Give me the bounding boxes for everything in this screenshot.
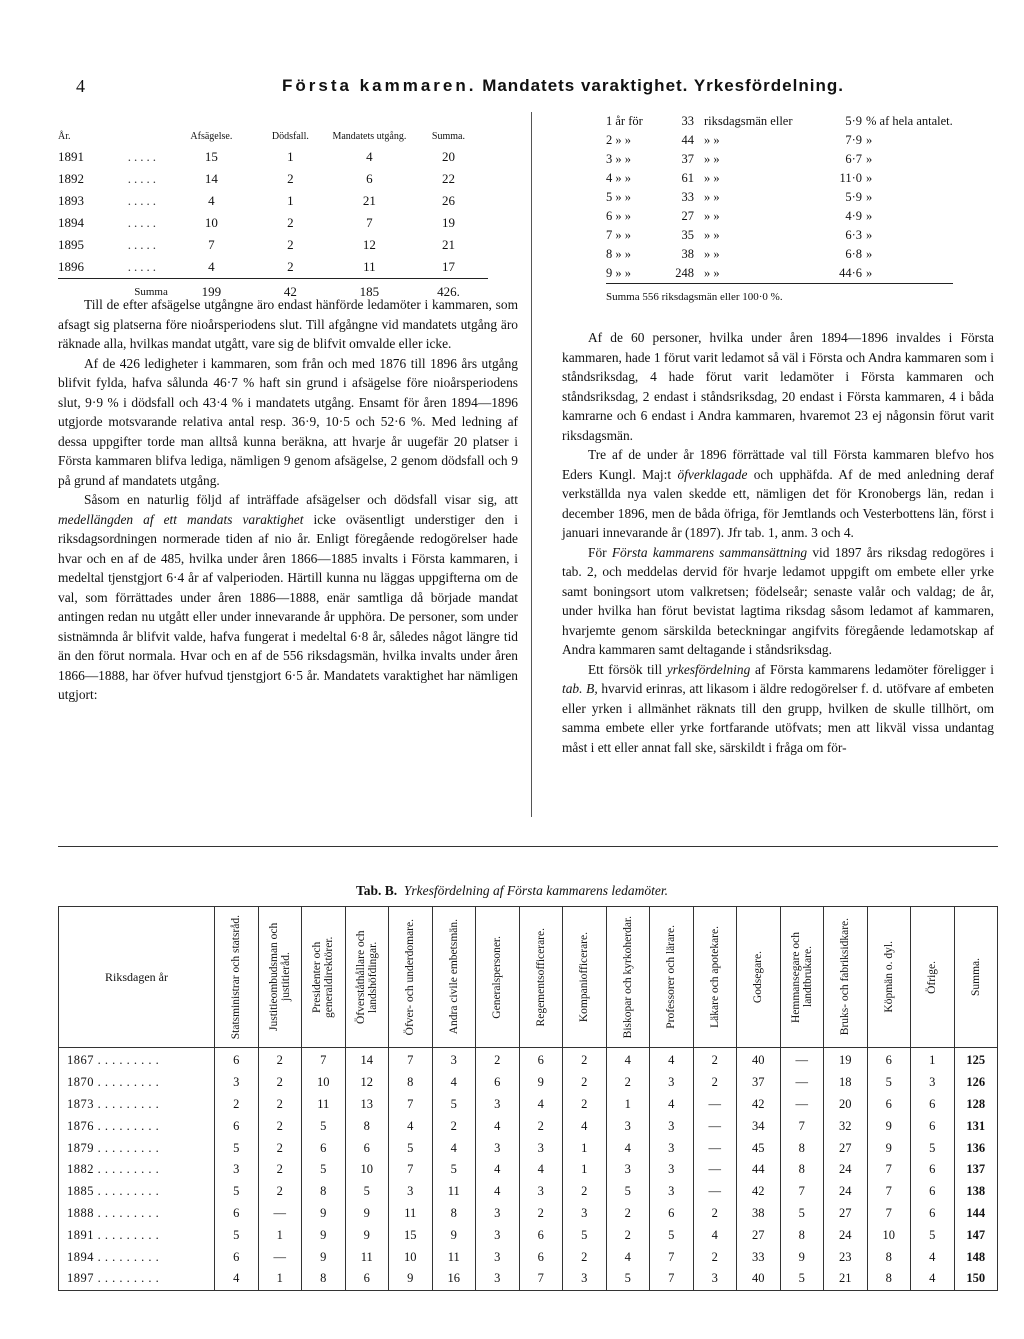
column-header: Kompaniofficerare. <box>563 907 607 1048</box>
table-cell: 2 <box>519 1203 563 1225</box>
table-cell: 16 <box>432 1268 476 1290</box>
table-cell: 6 <box>911 1115 955 1137</box>
table-cell: — <box>780 1048 824 1072</box>
table-cell: 6 <box>519 1048 563 1072</box>
table-cell: 5 <box>215 1224 259 1246</box>
table-cell: 24 <box>824 1181 868 1203</box>
table-row: 3 » » 37 » » 6·7 » <box>606 152 873 166</box>
table-cell: 7 <box>519 1268 563 1290</box>
table-cell: 3 <box>215 1159 259 1181</box>
table-cell: 3 <box>911 1072 955 1094</box>
paragraph: Af de 60 personer, hvilka under åren 1894—1896 invaldes i Första kammaren, hade 1 förut varit ledamot så väl i Första och Andra kammaren som i ståndsriksdag, 4 hade förut varit ledamöter i Första kammaren och ståndsriksdag, 2 endast i ståndsriksdag, 20 endast i Första kammaren, 4 i båda kamrarne och 6 endast i Andra kammaren, hvaremot 23 ej någonsin förut varit riksdagsmän. <box>562 330 994 443</box>
row-year: 1879 . . . . . . . . . <box>59 1137 215 1159</box>
table-cell: 6 <box>476 1072 520 1094</box>
table-cell: 9 <box>432 1224 476 1246</box>
table-cell: 6 <box>519 1246 563 1268</box>
table-cell: 10 <box>345 1159 389 1181</box>
table-row: 2 » » 44 » » 7·9 » <box>606 133 873 147</box>
table-row: 1892 ..... 14 2 6 22 <box>58 171 455 186</box>
table-cell: 4 <box>693 1224 737 1246</box>
table-cell: 3 <box>650 1137 694 1159</box>
column-header: Bruks- och fabriksidkare. <box>824 907 868 1048</box>
table-cell: 5 <box>911 1137 955 1159</box>
table-cell: 6 <box>867 1048 911 1072</box>
table-cell: 144 <box>954 1203 998 1225</box>
table-cell: 1 <box>606 1094 650 1116</box>
table-cell: 27 <box>824 1203 868 1225</box>
table-row: 6 » » 27 » » 4·9 » <box>606 209 873 223</box>
table-cell: 5 <box>215 1181 259 1203</box>
table-cell: 38 <box>737 1203 781 1225</box>
vacancy-table <box>58 112 498 305</box>
table-row: 9 » » 248 » » 44·6 » <box>606 266 873 280</box>
table-cell: 3 <box>563 1203 607 1225</box>
table-cell: — <box>780 1072 824 1094</box>
row-year: 1888 . . . . . . . . . <box>59 1203 215 1225</box>
table-cell: 150 <box>954 1268 998 1290</box>
table-cell: 8 <box>867 1246 911 1268</box>
table-cell: 5 <box>389 1137 433 1159</box>
table-cell: 11 <box>302 1094 346 1116</box>
table-cell: 40 <box>737 1048 781 1072</box>
table-cell: 6 <box>911 1181 955 1203</box>
table-cell: 7 <box>302 1048 346 1072</box>
table-row: 1 år för 33 riksdagsmän eller 5·9 % af hela antalet. <box>606 114 953 128</box>
table-cell: 137 <box>954 1159 998 1181</box>
table-cell: 5 <box>302 1159 346 1181</box>
table-cell: 11 <box>432 1246 476 1268</box>
table-cell: 128 <box>954 1094 998 1116</box>
column-header: Professorer och lärare. <box>650 907 694 1048</box>
column-header: Biskopar och kyrkoherdar. <box>606 907 650 1048</box>
table-cell: 37 <box>737 1072 781 1094</box>
table-cell: 5 <box>780 1268 824 1290</box>
table-cell: 8 <box>780 1159 824 1181</box>
table-cell: 10 <box>302 1072 346 1094</box>
table-cell: 2 <box>476 1048 520 1072</box>
table-cell: 4 <box>476 1181 520 1203</box>
table-cell: 9 <box>302 1224 346 1246</box>
table-cell: 2 <box>258 1137 302 1159</box>
table-cell: 8 <box>345 1115 389 1137</box>
table-cell: 1 <box>563 1159 607 1181</box>
table-cell: 147 <box>954 1224 998 1246</box>
table-cell: 5 <box>563 1224 607 1246</box>
table-cell: 8 <box>389 1072 433 1094</box>
table-cell: 3 <box>519 1181 563 1203</box>
table-cell: 3 <box>476 1246 520 1268</box>
table-cell: 1 <box>911 1048 955 1072</box>
table-cell: 8 <box>302 1181 346 1203</box>
table-cell: 5 <box>780 1203 824 1225</box>
table-cell: 2 <box>693 1203 737 1225</box>
table-cell: 15 <box>389 1224 433 1246</box>
table-cell: 9 <box>780 1246 824 1268</box>
table-cell: 2 <box>693 1048 737 1072</box>
table-cell: 8 <box>780 1137 824 1159</box>
table-cell: 4 <box>911 1268 955 1290</box>
column-divider <box>531 112 532 817</box>
table-cell: — <box>258 1203 302 1225</box>
col-mandate-header: Mandatets utgång. <box>332 131 407 142</box>
column-header: Generalspersoner. <box>476 907 520 1048</box>
paragraph: Ett försök till yrkesfördelning af Första kammarens ledamöter föreligger i tab. B, hvarvid erinras, att likasom i äldre redogörelser f. d. utöfvare af embeten eller yrken i allmänhet räknats till den grupp, hvilken de skulle tillhört, om samma embete eller yrke fortfarande utöfvats; men att likväl vissa undantag måst i ett eller annat fall ske, särskildt i fråga om för- <box>562 661 994 755</box>
row-year: 1867 . . . . . . . . . <box>59 1048 215 1072</box>
table-cell: 3 <box>563 1268 607 1290</box>
table-cell: 33 <box>737 1246 781 1268</box>
table-cell: 24 <box>824 1224 868 1246</box>
table-cell: 2 <box>563 1048 607 1072</box>
table-cell: 44 <box>737 1159 781 1181</box>
table-cell: 3 <box>215 1072 259 1094</box>
table-cell: 2 <box>563 1094 607 1116</box>
table-cell: 6 <box>345 1268 389 1290</box>
table-cell: 125 <box>954 1048 998 1072</box>
table-cell: 2 <box>215 1094 259 1116</box>
table-cell: 3 <box>476 1224 520 1246</box>
section-divider <box>58 846 998 847</box>
table-row <box>59 1072 998 1094</box>
col-death-header: Dödsfall. <box>271 131 309 142</box>
table-row: 8 » » 38 » » 6·8 » <box>606 247 873 261</box>
table-row: 1894 ..... 10 2 7 19 <box>58 215 455 230</box>
table-cell: 2 <box>258 1159 302 1181</box>
table-cell: 5 <box>432 1094 476 1116</box>
table-cell: — <box>693 1159 737 1181</box>
paragraph: För Första kammarens sammansättning vid 1897 års riksdag redogöres i tab. 2, och meddelas dervid för hvarje ledamot uppgift om embete eller yrke samt boningsort utom valkretsen; födelseår; senaste valår och valdag; de år, under hvilka han förut bevistat lagtima riksdag såsom ledamot af kammaren, hvarjemte genom särskilda beteckningar angifvits föregående ledamotskap af Andra kammaren samt deltagande i ståndsriksdag. <box>562 544 995 657</box>
table-cell: 3 <box>606 1159 650 1181</box>
table-cell: 3 <box>650 1181 694 1203</box>
column-header: Läkare och apotekare. <box>693 907 737 1048</box>
table-cell: 7 <box>389 1159 433 1181</box>
table-row: 5 » » 33 » » 5·9 » <box>606 190 873 204</box>
table-row <box>59 1094 998 1116</box>
table-cell: 2 <box>258 1072 302 1094</box>
occupation-table <box>58 906 998 1291</box>
table-cell: 9 <box>345 1203 389 1225</box>
table-cell: 4 <box>476 1159 520 1181</box>
table-cell: 148 <box>954 1246 998 1268</box>
table-cell: 9 <box>867 1137 911 1159</box>
table-cell: 2 <box>258 1048 302 1072</box>
table-cell: — <box>693 1181 737 1203</box>
table-cell: 4 <box>476 1115 520 1137</box>
table-cell: 9 <box>389 1268 433 1290</box>
table-cell: 5 <box>606 1181 650 1203</box>
table-cell: 6 <box>302 1137 346 1159</box>
page-header <box>60 76 960 100</box>
table-cell: 3 <box>650 1115 694 1137</box>
table-cell: 4 <box>519 1159 563 1181</box>
table-cell: 6 <box>911 1203 955 1225</box>
table-cell: 2 <box>693 1072 737 1094</box>
table-cell: 138 <box>954 1181 998 1203</box>
column-header: Statsministrar och statsråd. <box>215 907 259 1048</box>
paragraph: Till de efter afsägelse utgångne äro endast hänförde ledamöter i kammaren, som afsagt sig platserna före nioårsperiodens slut. Till afgångne vid mandatets utgång äro räknade alla, hvilkas mandat utgått, vare sig de blifvit omvalde eller icke. <box>58 297 518 351</box>
table-row: 1891 ..... 15 1 4 20 <box>58 149 455 164</box>
column-header: Justitieombudsman och justitieråd. <box>258 907 302 1048</box>
table-cell: 3 <box>476 1268 520 1290</box>
table-cell: 7 <box>389 1048 433 1072</box>
table-cell: 4 <box>563 1115 607 1137</box>
table-cell: — <box>258 1246 302 1268</box>
table-cell: 3 <box>476 1137 520 1159</box>
table-cell: 1 <box>258 1224 302 1246</box>
table-cell: 8 <box>432 1203 476 1225</box>
table-row <box>59 1203 998 1225</box>
table-row: 7 » » 35 » » 6·3 » <box>606 228 873 242</box>
left-column-text <box>58 295 518 705</box>
table-cell: 3 <box>432 1048 476 1072</box>
column-header: Regementsofficerare. <box>519 907 563 1048</box>
table-cell: 21 <box>824 1268 868 1290</box>
table-cell: 4 <box>911 1246 955 1268</box>
table-cell: 2 <box>432 1115 476 1137</box>
table-cell: 126 <box>954 1072 998 1094</box>
table-cell: 2 <box>563 1246 607 1268</box>
table-row <box>59 1137 998 1159</box>
table-row <box>59 1246 998 1268</box>
table-cell: 6 <box>519 1224 563 1246</box>
row-year: 1876 . . . . . . . . . <box>59 1115 215 1137</box>
table-cell: 7 <box>389 1094 433 1116</box>
row-year: 1882 . . . . . . . . . <box>59 1159 215 1181</box>
table-cell: 7 <box>867 1181 911 1203</box>
row-year: 1891 . . . . . . . . . <box>59 1224 215 1246</box>
table-cell: 6 <box>345 1137 389 1159</box>
row-year: 1894 . . . . . . . . . <box>59 1246 215 1268</box>
sum-row: Summa 199 42 185 426. <box>58 279 488 306</box>
paragraph: Af de 426 ledigheter i kammaren, som från och med 1876 till 1896 års utgång blifvit fylda, hafva sålunda 46·7 % haft sin grund i afsägelse före nioårsperiodens slut, 9·9 % i dödsfall och 43·4 % i mandatets utgång. Ensamt för åren 1894—1896 utgjorde motsvarande relativa antal resp. 36·9, 10·5 och 52·6 %. Med ledning af dessa uppgifter torde man alltså kunna beräkna, att hvarje år uugefär 20 platser i Första kammaren blifva lediga, nämligen 9 genom afsägelse, 2 genom dödsfall och 9 på grund af mandatets utgång. <box>58 355 518 488</box>
table-cell: 131 <box>954 1115 998 1137</box>
running-title: Första kammaren. Mandatets varaktighet. Yrkesfördelning. <box>282 76 844 95</box>
table-cell: 5 <box>215 1137 259 1159</box>
table-cell: 6 <box>867 1094 911 1116</box>
table-cell: 19 <box>824 1048 868 1072</box>
table-cell: 13 <box>345 1094 389 1116</box>
table-cell: 4 <box>606 1048 650 1072</box>
table-row: 1896 ..... 4 2 11 17 <box>58 259 455 274</box>
table-cell: 24 <box>824 1159 868 1181</box>
table-cell: 4 <box>432 1137 476 1159</box>
table-cell: 2 <box>606 1224 650 1246</box>
table-cell: 3 <box>389 1181 433 1203</box>
table-cell: 136 <box>954 1137 998 1159</box>
table-cell: 7 <box>780 1181 824 1203</box>
paragraph: Tre af de under år 1896 förrättade val till Första kammaren blefvo hos Eders Kungl. Maj:t öfverklagade och upphäfda. Af de med anledning deraf verkställda nya valen skedde ett, nämligen det för Kronobergs län, redan i december 1896, men de båda öfriga, för Jemtlands och Vesterbottens län, först i januari innevarande år (1897). Jfr tab. 1, anm. 3 och 4. <box>562 447 994 540</box>
table-cell: 6 <box>215 1246 259 1268</box>
table-cell: 6 <box>215 1048 259 1072</box>
table-cell: 3 <box>519 1137 563 1159</box>
table-cell: 3 <box>650 1159 694 1181</box>
table-cell: 42 <box>737 1094 781 1116</box>
table-cell: 2 <box>693 1246 737 1268</box>
table-cell: 7 <box>650 1246 694 1268</box>
page-number: 4 <box>76 76 85 96</box>
table-cell: 27 <box>824 1137 868 1159</box>
table-cell: 34 <box>737 1115 781 1137</box>
table-cell: 27 <box>737 1224 781 1246</box>
table-cell: 2 <box>606 1072 650 1094</box>
table-cell: 7 <box>867 1159 911 1181</box>
table-cell: 3 <box>606 1115 650 1137</box>
table-row <box>59 1224 998 1246</box>
table-row: 4 » » 61 » » 11·0 » <box>606 171 873 185</box>
right-column-text <box>562 328 994 757</box>
column-header: Summa. <box>954 907 998 1048</box>
col-sum-header: Summa. <box>431 131 465 142</box>
table-cell: 8 <box>302 1268 346 1290</box>
column-header: Öfrige. <box>911 907 955 1048</box>
table-cell: 6 <box>215 1115 259 1137</box>
duration-sum-row: Summa 556 riksdagsmän eller 100·0 %. <box>606 284 953 311</box>
table-cell: 18 <box>824 1072 868 1094</box>
column-header: Öfver- och underdomare. <box>389 907 433 1048</box>
row-year: 1873 . . . . . . . . . <box>59 1094 215 1116</box>
table-cell: 3 <box>693 1268 737 1290</box>
table-cell: 8 <box>780 1224 824 1246</box>
table-cell: 2 <box>258 1181 302 1203</box>
table-cell: 2 <box>519 1115 563 1137</box>
table-cell: 9 <box>345 1224 389 1246</box>
col-year-header: År. <box>58 131 71 142</box>
table-cell: 4 <box>432 1072 476 1094</box>
table-cell: — <box>780 1094 824 1116</box>
table-cell: 9 <box>519 1072 563 1094</box>
table-cell: 14 <box>345 1048 389 1072</box>
table-row <box>59 1159 998 1181</box>
table-cell: 45 <box>737 1137 781 1159</box>
table-cell: 4 <box>519 1094 563 1116</box>
column-header: Godsegare. <box>737 907 781 1048</box>
col-resign-header: Afsägelse. <box>190 131 233 142</box>
column-header: Hemmansegare och landtbrukare. <box>780 907 824 1048</box>
table-cell: 7 <box>650 1268 694 1290</box>
table-cell: 10 <box>867 1224 911 1246</box>
table-cell: 12 <box>345 1072 389 1094</box>
table-cell: 32 <box>824 1115 868 1137</box>
table-cell: 6 <box>911 1159 955 1181</box>
table-cell: 4 <box>606 1137 650 1159</box>
table-cell: 5 <box>345 1181 389 1203</box>
table-cell: 6 <box>911 1094 955 1116</box>
table-cell: 6 <box>215 1203 259 1225</box>
table-cell: 42 <box>737 1181 781 1203</box>
table-cell: 4 <box>650 1094 694 1116</box>
table-cell: 2 <box>563 1181 607 1203</box>
table-cell: 9 <box>302 1203 346 1225</box>
table-cell: 9 <box>302 1246 346 1268</box>
table-cell: 4 <box>606 1246 650 1268</box>
table-cell: 4 <box>215 1268 259 1290</box>
table-row <box>59 1115 998 1137</box>
table-cell: 5 <box>302 1115 346 1137</box>
corner-header: Riksdagen år <box>59 907 215 1048</box>
table-cell: 5 <box>911 1224 955 1246</box>
table-cell: 2 <box>563 1072 607 1094</box>
table-cell: 5 <box>606 1268 650 1290</box>
column-header: Andra civile embetsmän. <box>432 907 476 1048</box>
table-cell: 4 <box>389 1115 433 1137</box>
table-cell: 5 <box>432 1159 476 1181</box>
table-cell: 4 <box>650 1048 694 1072</box>
table-cell: 1 <box>258 1268 302 1290</box>
table-cell: 11 <box>432 1181 476 1203</box>
table-cell: 7 <box>867 1203 911 1225</box>
table-cell: — <box>693 1137 737 1159</box>
paragraph: Såsom en naturlig följd af inträffade afsägelser och dödsfall visar sig, att medellängden af ett mandats varaktighet icke oväsentligt understiger den i riksdagsordningen normerade tiden af nio år. Enligt föregående redogörelser hade hvar och en af de 485, hvilka under åren 1866—1885 invalts i Första kammaren, i medeltal tjenstgjort 6·4 år af valperioden. Härtill kunna nu läggas uppgifterna om de val, som förrättades under åren 1886—1888, enär samtliga då började mandat antingen redan nu utgått eller under innevarande år upphöra. De personer, som under sistnämnda år blifvit valde, hafva fungerat i medeltal 6·8 år, således något längre tid än den förut normala. Hvar och en af de 556 riksdagsmän, hvilka invalts under åren 1866—1888, har öfver hufvud tjenstgjort 6·5 år. Mandatets varaktighet har nämligen utgjort: <box>58 492 518 702</box>
table-cell: 5 <box>650 1224 694 1246</box>
table-cell: 11 <box>389 1203 433 1225</box>
column-header: Köpmän o. dyl. <box>867 907 911 1048</box>
table-cell: 20 <box>824 1094 868 1116</box>
table-cell: 3 <box>476 1203 520 1225</box>
table-row <box>59 1181 998 1203</box>
row-year: 1885 . . . . . . . . . <box>59 1181 215 1203</box>
table-b-title: Tab. B. Yrkesfördelning af Första kammarens ledamöter. <box>355 883 668 898</box>
row-year: 1897 . . . . . . . . . <box>59 1268 215 1290</box>
table-cell: 8 <box>867 1268 911 1290</box>
table-cell: 5 <box>867 1072 911 1094</box>
row-year: 1870 . . . . . . . . . <box>59 1072 215 1094</box>
table-cell: 6 <box>650 1203 694 1225</box>
table-cell: 2 <box>606 1203 650 1225</box>
table-cell: — <box>693 1115 737 1137</box>
table-cell: 9 <box>867 1115 911 1137</box>
table-cell: 2 <box>258 1094 302 1116</box>
table-cell: 3 <box>650 1072 694 1094</box>
table-row: 1895 ..... 7 2 12 21 <box>58 237 455 252</box>
table-cell: 11 <box>345 1246 389 1268</box>
column-header: Öfverståthållare och landshöfdingar. <box>345 907 389 1048</box>
column-header: Presidenter och generaldirektörer. <box>302 907 346 1048</box>
table-cell: 10 <box>389 1246 433 1268</box>
table-cell: 40 <box>737 1268 781 1290</box>
table-cell: 23 <box>824 1246 868 1268</box>
table-row <box>59 1268 998 1290</box>
table-row: 1893 ..... 4 1 21 26 <box>58 193 455 208</box>
table-cell: 7 <box>780 1115 824 1137</box>
duration-table <box>606 112 953 310</box>
table-cell: 2 <box>258 1115 302 1137</box>
table-cell: — <box>693 1094 737 1116</box>
table-row <box>59 1048 998 1072</box>
table-cell: 1 <box>563 1137 607 1159</box>
table-cell: 3 <box>476 1094 520 1116</box>
